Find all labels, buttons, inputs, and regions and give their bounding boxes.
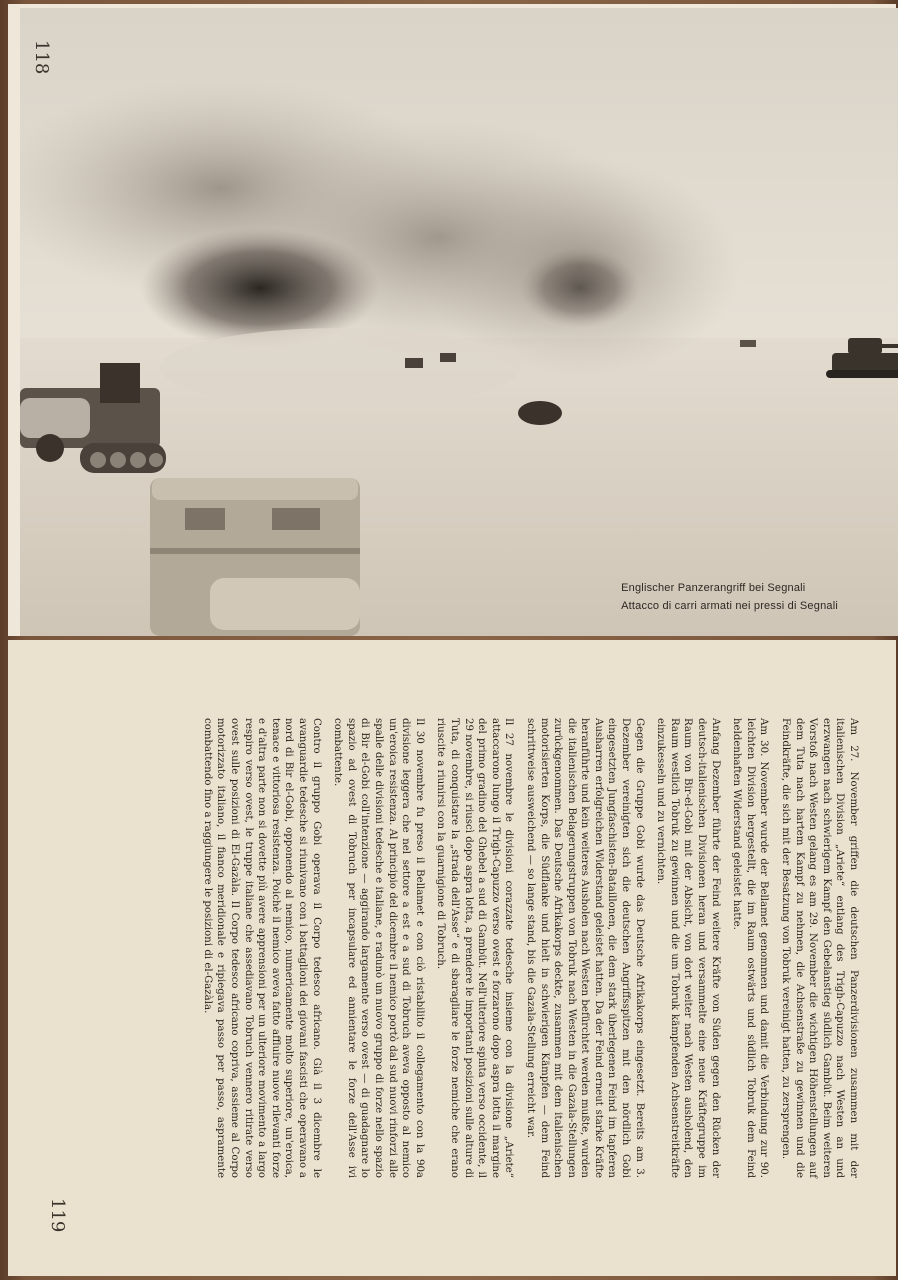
- body-text: [180, 718, 860, 1178]
- paragraph: Anfang Dezember führte der Feind weitere Kräfte von Süden gegen den Rücken der deutsch-italienischen Divisionen heran und versammelte eine neue Kräftegruppe im Raum von Bir-el-Gobi mit der Absicht, von dort weiter nach Westen ausholend, den Raum westlich Tobruk zu gewinnen und die um Tobruk kämpfenden Achsenstreitkräfte einzukesseln und zu vernichten.: [655, 718, 721, 1178]
- truck-foreground: [150, 478, 360, 636]
- caption-italian: Attacco di carri armati nei pressi di Segnali: [621, 600, 838, 612]
- paragraph: Am 30. November wurde der Bellamet genommen und damit die Verbindung zur 90. leichten Division hergestellt, die im Raum ostwärts und südlich Tobruk dem Feind heldenhaften Widerstand geleistet hatte.: [731, 718, 770, 1178]
- paragraph: Contro il gruppo Gobi operava il Corpo tedesco africano. Già il 3 dicembre le avanguardie tedesche si riunivano con i battaglioni dei giovani fascisti che operavano a nord di Bir el-Gobi, opponendo al nemico, numericamente molto superiore, un'eroica, tenace e vittoriosa resistenza. Poichè il nemico aveva fatto affluire nuove rilevanti forze e d'altra parte non si dovette più avere apprensioni per un ulteriore movimento a largo respiro verso ovest, le truppe italiane che assediavano Tobruch vennero ritirate verso ovest sulle posizioni di El-Gazàla. Il Corpo tedesco africano copriva, assieme al Corpo motorizzato italiano, il fianco meridionale e ripiegava passo per passo, aspramente combattendo fino a raggiungere le posizioni di el-Gazàla.: [201, 718, 322, 1178]
- page-number-bottom: 119: [47, 1198, 68, 1233]
- paragraph: Il 30 novembre fu preso il Bellamet e con ciò ristabilito il collegamento con la 90a divisione leggera che nel settore a est e a sud di Tobruch aveva opposto al nemico un'eroica resistenza. Al principio del dicembre il nemico portò dal sud nuovi rinforzi alle spalle delle divisioni tedesche e italiane, e radunò un nuovo gruppo di forze nello spazio di Bir el-Gobi coll'intenzione — aggirando largamente verso ovest — di guadagnare lo spazio ad ovest di Tobruch per incapsulare ed annientare le forze dell'Asse ivi combattente.: [332, 718, 425, 1178]
- desert-tank-battle-photo: [20, 8, 898, 636]
- rotated-text-block: [180, 718, 860, 1178]
- photo-illustration: [20, 8, 898, 636]
- page-number-top: 118: [31, 40, 52, 75]
- photo-caption: [621, 582, 838, 612]
- paragraph: Il 27 novembre le divisioni corazzate tedesche insieme con la divisione „Ariete“ attaccarono lungo il Trigh-Capuzzo verso ovest e forzarono dopo aspra lotta il margine del primo gradino del Ghebel a sud di Gambüt. Nell'ulteriore spinta verso occidente, il 29 novembre, si riuscì dopo aspra lotta, a prendere le importanti posizioni sulle alture di Tuta, di conquistare la „strada dell'Asse“ e di sbaragliare le forze nemiche che erano riuscite a riunirsi con la guarnigione di Tobruch.: [435, 718, 515, 1178]
- paragraph: Gegen die Gruppe Gobi wurde das Deutsche Afrikakorps eingesetzt. Bereits am 3. Dezember vereinigten sich die deutschen Angriffsspitzen mit den nördlich Gobi eingesetzten Jungfaschisten-Bataillonen, die dem stark überlegenen Feind im tapferen Ausharren erfolgreichen Widerstand geleistet hatten. Da der Feind erneut starke Kräfte heranführte und kein weiteres Ausholen nach Westen befürchtet werden mußte, wurden die italienischen Belagerungstruppen von Tobruk nach Westen in die Gazala-Stellungen zurückgenommen. Das Deutsche Afrikakorps deckte, zusammen mit dem italienischen motorisierten Korps, die Südflanke und hielt in schwierigen Kämpfen — dem Feind schrittweise ausweichend — so lange stand, bis die Gazala-Stellung erreicht war.: [524, 718, 645, 1178]
- photo-page: [8, 4, 896, 636]
- caption-german: Englischer Panzerangriff bei Segnali: [621, 582, 806, 594]
- paragraph: Am 27. November griffen die deutschen Panzerdivisionen zusammen mit der italienischen Division „Ariete“ entlang des Trigh-Capuzzo nach Westen an und erzwangen nach schwierigem Kampf den Gebelanstieg südlich Gambüt. Beim weiteren Vorstoß nach Westen gelang es am 29. November die wichtigen Höhenstellungen auf dem Tuta nach hartem Kampf zu nehmen, die Achsenstraße zu gewinnen und die Feindkräfte, die sich mit der Besatzung von Tobruk vereinigt hatten, zu zersprengen.: [780, 718, 859, 1178]
